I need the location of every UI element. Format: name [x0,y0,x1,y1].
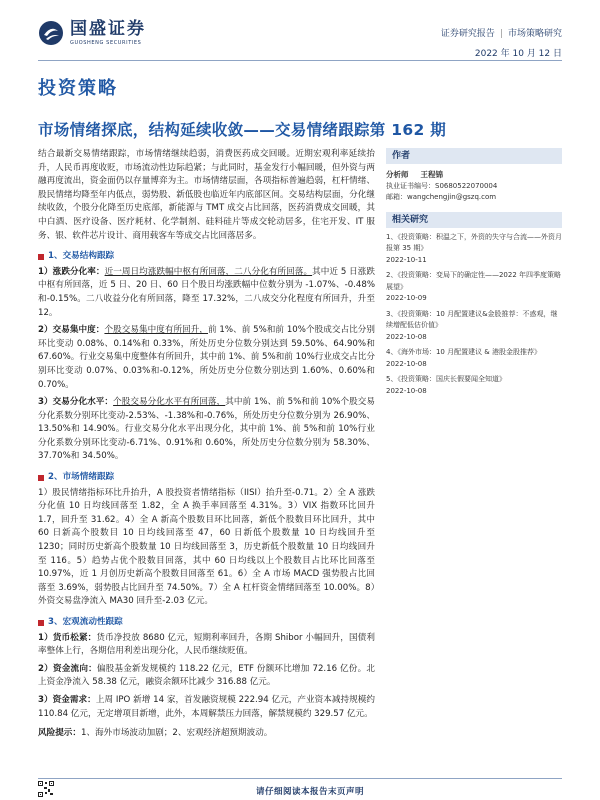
authors-heading: 作者 [386,148,562,164]
footer-divider [38,778,562,779]
related-research-list [386,232,562,398]
risk-warning [38,727,375,741]
sidebar [386,148,562,401]
license-number: 执业证书编号：S0680522070004 [386,181,498,190]
related-research-heading: 相关研究 [386,212,562,228]
summary-paragraph: 结合最新交易情绪跟踪，市场情绪继续趋弱，消费医药成交回暖。近期宏观利率延续抬升，人民币再度收贬，市场流动性边际趋紧；与此同时，基金发行小幅回暖，但外资与两融再度流出，资金面仍以存量博弈为主。市场情绪层面，各项指标普遍趋弱，杠杆情绪、股民情绪均降至年内低点，弱势股、新低股也临近年内底部区间。交易结构层面，分化继续收敛，个股分化降至历史底部，新能源与 TMT 成交占比回落，医药消费成交回暖，其中白酒、医疗设备、医疗耗材、化学制剂、硅料硅片等成交轮动居多，住宅开发、IT 服务、银、软件芯片设计、商用载客车等成交占比回落居多。 [38,149,375,241]
item-text: 上周 IPO 新增 14 家，首发融资规模 222.94 亿元，产业资本减持规模约 110.84 亿元，无定增项目新增，此外，本周解禁压力回落，解禁规模约 329.57 亿元。 [38,694,375,719]
item-label: 1）涨跌分化率： [38,266,105,277]
section-item [38,396,375,464]
page-header [0,0,600,64]
analyst-label: 分析师 [386,170,409,179]
section-marker-icon [38,475,44,481]
related-item[interactable] [386,232,562,267]
logo-mark-icon [38,20,64,46]
section-heading [38,616,375,630]
related-date: 2022-10-08 [386,332,427,341]
related-title: 4、《海外市场：10 月配置建议 & 港股金股推荐》 [386,348,541,356]
related-item[interactable] [386,374,562,397]
section-item [38,324,375,392]
section-heading [38,471,375,485]
item-text: 其中近 5 日涨跌中枢有所回落，近 5 日、20 日、60 日个股日均涨跌幅中位数分别为 -1.07%、-0.48%和-0.15%。二八收益分化有所回落，降至 17.32%，二八成交分化程度有所回升，升至 12。 [38,266,375,318]
item-text: 1）股民情绪指标环比升抬升，A 股投资者情绪指标（IISI）抬升至-0.71。2）全 A 涨跌分化值 10 日均线回落至 1.82，全 A 换手率回落至 4.31%。3）VIX 指数环比回升 1.7，回升至 31.62。4）全 A 新高个股数目环比回落，新低个股数目环比回升，其中 60 日新高个股数目 10 日均线回落至 47，60 日新低个股数量 10 日均线回升至 1230；同时历史新高个股数量 10 日均线回落至 3，历史新低个股数量 10 日均线回升至 116。5）趋势占优个股数目回落，其中 60 日均线以上个股数目占比环比回落至 10.97%，近 1 月创历史新高个股数目回落至 61。6）全 A 市场 MACD 强势股占比回落至 3.69%，弱势股占比回升至 74.50%。7）全 A 杠杆资金情绪回落至 10.00%。8）外资交易盘净流入 MA30 回升至-2.03 亿元。 [38,487,375,607]
report-title: 市场情绪探底，结构延续收敛——交易情绪跟踪第 162 期 [38,121,447,139]
section-macro-liquidity [38,616,375,721]
related-item[interactable] [386,309,562,344]
item-highlight: 个股交易分化水平有所回落， [113,397,226,408]
section-heading [38,250,375,264]
item-text: 其中前 1%、前 5%和前 10%个股交易分化系数分别环比变动-2.53%、-1.38%和-0.76%，所处历史分位数分别为 26.90%、13.50%和 14.90%。行业交易分化水平出现分化，其中前 1%、前 5%和前 10%行业分化系数分别环比变动-6.71%、0.91%和 0.60%，所处历史分位数分别为 58.30%、37.70%和 34.50%。 [38,397,375,462]
item-text: 货币净投放 8680 亿元，短期利率回升，各期 Shibor 小幅回升，国债利率整体上行，各期信用利差出现分化，人民币继续贬值。 [38,632,375,657]
related-date: 2022-10-11 [386,255,427,264]
main-content [38,148,375,741]
item-highlight: 近一周日均涨跌幅中枢有所回落，二八分化有所回落。 [104,266,313,277]
section-title: 2、市场情绪跟踪 [48,472,115,483]
company-logo [38,20,146,46]
item-text: 偏股基金新发规模约 118.22 亿元，ETF 份额环比增加 72.16 亿份。北上资金净流入 58.38 亿元，融资余额环比减少 316.88 亿元。 [38,663,375,688]
section-item [38,487,375,609]
item-highlight: 个股交易集中度有所回升， [104,325,209,336]
section-title: 1、交易结构跟踪 [48,251,115,262]
section-item [38,632,375,659]
footer-disclaimer: 请仔细阅读本报告末页声明 [255,787,364,797]
analyst-email[interactable]: 邮箱：wangchengjin@gszq.com [386,193,497,201]
item-label: 2）资金流向： [38,663,97,674]
doc-type-heading: 投资策略 [38,78,118,99]
brand-name-cn: 国盛证券 [70,19,146,39]
brand-name-en: GUOSHENG SECURITIES [70,40,142,46]
section-item [38,694,375,721]
risk-label: 风险提示： [38,728,81,739]
header-divider [38,60,562,61]
related-date: 2022-10-08 [386,386,427,395]
risk-text: 1、海外市场波动加剧；2、宏观经济超预期波动。 [80,728,273,739]
section-trading-structure [38,250,375,464]
analyst-name: 王程锦 [420,170,443,179]
related-date: 2022-10-08 [386,359,427,368]
related-title: 2、《投资策略：变局下的确定性——2022 年四季度策略展望》 [386,271,561,291]
section-item [38,663,375,690]
report-date: 2022 年 10 月 12 日 [474,49,562,59]
analyst-row [386,169,562,181]
related-title: 1、《投资策略：积温之下，外资的失守与合流——外资月报第 35 期》 [386,232,562,252]
related-item[interactable] [386,270,562,305]
qr-code-icon [38,781,54,797]
related-title: 5、《投资策略：国庆长假要闻全知道》 [386,375,506,383]
item-label: 1）货币松紧： [38,632,97,643]
related-item[interactable] [386,347,562,370]
item-label: 3）交易分化水平： [38,397,114,408]
item-text: 前 1%、前 5%和前 10%个股成交占比分别环比变动 0.08%、0.14%和 0.33%，所处历史分位数分别达到 59.50%、64.90%和 67.60%。行业交易集中度整体有所回升，其中前 1%、前 5%和前 10%行业成交占比分别环比变动 0.07%、0.03%和-0.12%，所处历史分位数分别达到 1.60%、0.60%和 0.70%。 [38,325,375,390]
related-date: 2022-10-09 [386,294,427,302]
section-market-sentiment [38,471,375,609]
related-title: 3、《投资策略：10 月配置建议&金股推荐：不惑观，继续增配低估价值》 [386,309,558,329]
separator: | [499,29,503,39]
item-label: 2）交易集中度： [38,325,105,336]
item-label: 3）资金需求： [38,694,96,705]
report-type: 证券研究报告 [440,29,495,39]
report-category: 市场策略研究 [507,29,562,39]
section-marker-icon [38,254,44,260]
section-marker-icon [38,620,44,626]
section-item [38,266,375,320]
section-title: 3、宏观流动性跟踪 [48,617,123,627]
report-category-line [441,26,562,39]
